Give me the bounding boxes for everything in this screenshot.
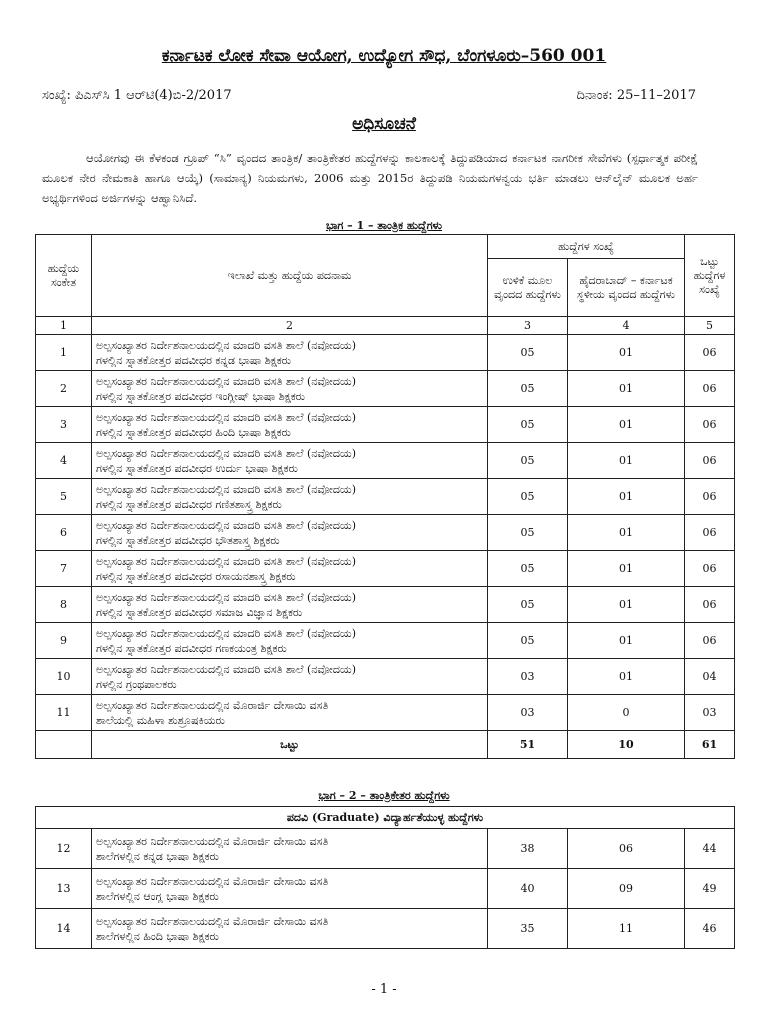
table-row xyxy=(36,623,735,659)
post-description xyxy=(92,443,488,479)
table-row xyxy=(36,909,735,949)
table-row xyxy=(36,551,735,587)
table-row xyxy=(36,371,735,407)
post-description-line: ಅಲ್ಪಸಂಖ್ಯಾತರ ನಿರ್ದೇಶನಾಲಯದಲ್ಲಿನ ಮೊರಾರ್ಜಿ ದೇಸಾಯಿ ವಸತಿ xyxy=(96,874,329,888)
post-code: 11 xyxy=(36,695,92,731)
hk-posts: 01 xyxy=(568,407,685,443)
residual-posts: 05 xyxy=(488,335,568,371)
post-description-line: ಅಲ್ಪಸಂಖ್ಯಾತರ ನಿರ್ದೇಶನಾಲಯದಲ್ಲಿನ ಮಾದರಿ ವಸತಿ ಶಾಲೆ (ನವೋದಯ) xyxy=(96,446,357,460)
document-title: ಕರ್ನಾಟಕ ಲೋಕ ಸೇವಾ ಆಯೋಗ, ಉದ್ಯೋಗ ಸೌಧ, ಬೆಂಗಳೂರು–560 001 xyxy=(161,46,607,66)
part2-heading: ಭಾಗ – 2 – ತಾಂತ್ರಿಕೇತರ ಹುದ್ದೆಗಳು xyxy=(318,789,450,802)
post-code: 2 xyxy=(36,371,92,407)
table-row xyxy=(36,659,735,695)
hk-posts: 01 xyxy=(568,371,685,407)
post-description xyxy=(92,909,488,949)
col-number: 2 xyxy=(92,317,488,335)
post-description-line: ಗಳಲ್ಲಿನ ಸ್ನಾತಕೋತ್ತರ ಪದವೀಧರ ಉರ್ದು ಭಾಷಾ ಶಿಕ್ಷಕರು xyxy=(96,461,298,475)
hk-posts: 01 xyxy=(568,623,685,659)
residual-posts: 05 xyxy=(488,515,568,551)
totals-residual: 51 xyxy=(488,731,568,759)
total-posts: 06 xyxy=(685,587,735,623)
col-number: 1 xyxy=(36,317,92,335)
post-description-line: ಶಾಲೆಯಲ್ಲಿ ಮಹಿಳಾ ಶುಶ್ರೂಷಕಿಯರು xyxy=(96,713,225,727)
col-number: 5 xyxy=(685,317,735,335)
col-header-dept: ಇಲಾಖೆ ಮತ್ತು ಹುದ್ದೆಯ ಪದನಾಮ xyxy=(92,235,488,317)
post-code: 1 xyxy=(36,335,92,371)
non-technical-posts-table xyxy=(35,806,735,949)
total-posts: 06 xyxy=(685,551,735,587)
post-code: 9 xyxy=(36,623,92,659)
post-description-line: ಗಳಲ್ಲಿನ ಸ್ನಾತಕೋತ್ತರ ಪದವೀಧರ ಭೌತಶಾಸ್ತ್ರ ಶಿಕ್ಷಕರು xyxy=(96,533,280,547)
post-description-line: ಅಲ್ಪಸಂಖ್ಯಾತರ ನಿರ್ದೇಶನಾಲಯದಲ್ಲಿನ ಮಾದರಿ ವಸತಿ ಶಾಲೆ (ನವೋದಯ) xyxy=(96,482,357,496)
residual-posts: 05 xyxy=(488,551,568,587)
table-row xyxy=(36,479,735,515)
totals-label: ಒಟ್ಟು xyxy=(92,731,488,759)
residual-posts: 05 xyxy=(488,623,568,659)
post-description xyxy=(92,479,488,515)
col-number: 4 xyxy=(568,317,685,335)
post-description xyxy=(92,407,488,443)
totals-total: 61 xyxy=(685,731,735,759)
post-description xyxy=(92,659,488,695)
technical-posts-table xyxy=(35,234,735,759)
post-description-line: ಗಳಲ್ಲಿನ ಸ್ನಾತಕೋತ್ತರ ಪದವೀಧರ ಇಂಗ್ಲೀಷ್ ಭಾಷಾ ಶಿಕ್ಷಕರು xyxy=(96,389,305,403)
col-header-residual: ಉಳಿಕೆ ಮೂಲ ವೃಂದದ ಹುದ್ದೆಗಳು xyxy=(488,259,568,317)
post-code: 12 xyxy=(36,829,92,869)
residual-posts: 40 xyxy=(488,869,568,909)
post-code: 10 xyxy=(36,659,92,695)
post-description-line: ಅಲ್ಪಸಂಖ್ಯಾತರ ನಿರ್ದೇಶನಾಲಯದಲ್ಲಿನ ಮೊರಾರ್ಜಿ ದೇಸಾಯಿ ವಸತಿ xyxy=(96,914,329,928)
post-code: 7 xyxy=(36,551,92,587)
table-row xyxy=(36,515,735,551)
post-description-line: ಗಳಲ್ಲಿನ ಸ್ನಾತಕೋತ್ತರ ಪದವೀಧರ ಸಮಾಜ ವಿಜ್ಞಾನ ಶಿಕ್ಷಕರು xyxy=(96,605,303,619)
hk-posts: 0 xyxy=(568,695,685,731)
totals-hk: 10 xyxy=(568,731,685,759)
total-posts: 44 xyxy=(685,829,735,869)
totals-row xyxy=(36,731,735,759)
post-description-line: ಗಳಲ್ಲಿನ ಗ್ರಂಥಪಾಲಕರು xyxy=(96,677,177,691)
hk-posts: 11 xyxy=(568,909,685,949)
post-description-line: ಅಲ್ಪಸಂಖ್ಯಾತರ ನಿರ್ದೇಶನಾಲಯದಲ್ಲಿನ ಮಾದರಿ ವಸತಿ ಶಾಲೆ (ನವೋದಯ) xyxy=(96,374,357,388)
residual-posts: 03 xyxy=(488,659,568,695)
hk-posts: 01 xyxy=(568,443,685,479)
part2-rows xyxy=(36,829,735,949)
part2-subheading: ಪದವಿ (Graduate) ವಿದ್ಯಾರ್ಹತೆಯುಳ್ಳ ಹುದ್ದೆಗಳು xyxy=(36,807,735,829)
post-description-line: ಅಲ್ಪಸಂಖ್ಯಾತರ ನಿರ್ದೇಶನಾಲಯದಲ್ಲಿನ ಮಾದರಿ ವಸತಿ ಶಾಲೆ (ನವೋದಯ) xyxy=(96,338,357,352)
post-description-line: ಅಲ್ಪಸಂಖ್ಯಾತರ ನಿರ್ದೇಶನಾಲಯದಲ್ಲಿನ ಮಾದರಿ ವಸತಿ ಶಾಲೆ (ನವೋದಯ) xyxy=(96,626,357,640)
residual-posts: 05 xyxy=(488,371,568,407)
notice-heading: ಅಧಿಸೂಚನೆ xyxy=(352,114,416,134)
col-number: 3 xyxy=(488,317,568,335)
post-description-line: ಶಾಲೆಗಳಲ್ಲಿನ ಕನ್ನಡ ಭಾಷಾ ಶಿಕ್ಷಕರು xyxy=(96,849,219,863)
post-description-line: ಅಲ್ಪಸಂಖ್ಯಾತರ ನಿರ್ದೇಶನಾಲಯದಲ್ಲಿನ ಮೊರಾರ್ಜಿ ದೇಸಾಯಿ ವಸತಿ xyxy=(96,698,329,712)
post-description-line: ಅಲ್ಪಸಂಖ್ಯಾತರ ನಿರ್ದೇಶನಾಲಯದಲ್ಲಿನ ಮಾದರಿ ವಸತಿ ಶಾಲೆ (ನವೋದಯ) xyxy=(96,518,357,532)
table-row xyxy=(36,587,735,623)
post-description-line: ಗಳಲ್ಲಿನ ಸ್ನಾತಕೋತ್ತರ ಪದವೀಧರ ಗಣಕಯಂತ್ರ ಶಿಕ್ಷಕರು xyxy=(96,641,287,655)
reference-line xyxy=(42,88,696,103)
post-description xyxy=(92,335,488,371)
post-description-line: ಗಳಲ್ಲಿನ ಸ್ನಾತಕೋತ್ತರ ಪದವೀಧರ ಹಿಂದಿ ಭಾಷಾ ಶಿಕ್ಷಕರು xyxy=(96,425,291,439)
table-row xyxy=(36,829,735,869)
post-code: 3 xyxy=(36,407,92,443)
notice-date: ದಿನಾಂಕ: 25–11–2017 xyxy=(576,88,696,103)
post-description xyxy=(92,695,488,731)
post-description-line: ಶಾಲೆಗಳಲ್ಲಿನ ಆಂಗ್ಲ ಭಾಷಾ ಶಿಕ್ಷಕರು xyxy=(96,889,219,903)
post-code: 8 xyxy=(36,587,92,623)
reference-number: ಸಂಖ್ಯೆ: ಪಿಎಸ್‌ಸಿ 1 ಆರ್‌ಟಿ(4)ಬಿ-2/2017 xyxy=(42,88,232,103)
table-row xyxy=(36,443,735,479)
post-code: 6 xyxy=(36,515,92,551)
part1-heading: ಭಾಗ – 1 – ತಾಂತ್ರಿಕ ಹುದ್ದೆಗಳು xyxy=(325,219,443,232)
residual-posts: 05 xyxy=(488,443,568,479)
col-header-posts: ಹುದ್ದೆಗಳ ಸಂಖ್ಯೆ xyxy=(488,235,685,259)
post-description xyxy=(92,371,488,407)
table-row xyxy=(36,407,735,443)
total-posts: 06 xyxy=(685,515,735,551)
table-row xyxy=(36,335,735,371)
total-posts: 06 xyxy=(685,407,735,443)
hk-posts: 01 xyxy=(568,659,685,695)
post-description-line: ಅಲ್ಪಸಂಖ್ಯಾತರ ನಿರ್ದೇಶನಾಲಯದಲ್ಲಿನ ಮಾದರಿ ವಸತಿ ಶಾಲೆ (ನವೋದಯ) xyxy=(96,662,357,676)
part1-rows xyxy=(36,335,735,731)
post-description-line: ಅಲ್ಪಸಂಖ್ಯಾತರ ನಿರ್ದೇಶನಾಲಯದಲ್ಲಿನ ಮಾದರಿ ವಸತಿ ಶಾಲೆ (ನವೋದಯ) xyxy=(96,554,357,568)
table-row xyxy=(36,869,735,909)
total-posts: 06 xyxy=(685,623,735,659)
total-posts: 06 xyxy=(685,335,735,371)
hk-posts: 01 xyxy=(568,335,685,371)
total-posts: 46 xyxy=(685,909,735,949)
post-description xyxy=(92,551,488,587)
post-description-line: ಗಳಲ್ಲಿನ ಸ್ನಾತಕೋತ್ತರ ಪದವೀಧರ ಗಣಿತಶಾಸ್ತ್ರ ಶಿಕ್ಷಕರು xyxy=(96,497,282,511)
col-header-total: ಒಟ್ಟು ಹುದ್ದೆಗಳ ಸಂಖ್ಯೆ xyxy=(685,235,735,317)
post-description-line: ಅಲ್ಪಸಂಖ್ಯಾತರ ನಿರ್ದೇಶನಾಲಯದಲ್ಲಿನ ಮಾದರಿ ವಸತಿ ಶಾಲೆ (ನವೋದಯ) xyxy=(96,410,357,424)
post-code: 13 xyxy=(36,869,92,909)
total-posts: 49 xyxy=(685,869,735,909)
hk-posts: 01 xyxy=(568,551,685,587)
residual-posts: 05 xyxy=(488,479,568,515)
total-posts: 04 xyxy=(685,659,735,695)
hk-posts: 06 xyxy=(568,829,685,869)
post-description-line: ಅಲ್ಪಸಂಖ್ಯಾತರ ನಿರ್ದೇಶನಾಲಯದಲ್ಲಿನ ಮಾದರಿ ವಸತಿ ಶಾಲೆ (ನವೋದಯ) xyxy=(96,590,357,604)
post-description xyxy=(92,587,488,623)
residual-posts: 03 xyxy=(488,695,568,731)
residual-posts: 05 xyxy=(488,407,568,443)
total-posts: 06 xyxy=(685,443,735,479)
residual-posts: 38 xyxy=(488,829,568,869)
post-code: 4 xyxy=(36,443,92,479)
post-description-line: ಗಳಲ್ಲಿನ ಸ್ನಾತಕೋತ್ತರ ಪದವೀಧರ ರಸಾಯನಶಾಸ್ತ್ರ ಶಿಕ್ಷಕರು xyxy=(96,569,296,583)
post-description xyxy=(92,829,488,869)
post-code: 14 xyxy=(36,909,92,949)
post-description-line: ಗಳಲ್ಲಿನ ಸ್ನಾತಕೋತ್ತರ ಪದವೀಧರ ಕನ್ನಡ ಭಾಷಾ ಶಿಕ್ಷಕರು xyxy=(96,353,291,367)
total-posts: 06 xyxy=(685,371,735,407)
intro-text: ಆಯೋಗವು ಈ ಕೆಳಕಂಡ ಗ್ರೂಪ್ “ಸಿ” ವೃಂದದ ತಾಂತ್ರಿಕ/ ತಾಂತ್ರಿಕೇತರ ಹುದ್ದೆಗಳನ್ನು ಕಾಲಕಾಲಕ್ಕೆ ತಿದ್ದುಪಡಿಯಾದ ಕರ್ನಾಟಕ ನಾಗರೀಕ ಸೇವೆಗಳು (ಸ್ಪರ್ಧಾತ್ಮಕ ಪರೀಕ್ಷೆ ಮೂಲಕ ನೇರ ನೇಮಕಾತಿ ಹಾಗೂ ಆಯ್ಕೆ) (ಸಾಮಾನ್ಯ) ನಿಯಮಗಳು, 2006 ಮತ್ತು 2015ರ ತಿದ್ದುಪಡಿ ನಿಯಮಗಳನ್ವಯ ಭರ್ತಿ ಮಾಡಲು ಆನ್‌ಲೈನ್ ಮೂಲಕ ಅರ್ಹ ಅಭ್ಯರ್ಥಿಗಳಿಂದ ಅರ್ಜಿಗಳನ್ನು ಆಹ್ವಾನಿಸಿದೆ. xyxy=(42,151,698,205)
post-description xyxy=(92,515,488,551)
total-posts: 03 xyxy=(685,695,735,731)
col-header-hk: ಹೈದರಾಬಾದ್ – ಕರ್ನಾಟಕ ಸ್ಥಳೀಯ ವೃಂದದ ಹುದ್ದೆಗಳು xyxy=(568,259,685,317)
hk-posts: 01 xyxy=(568,587,685,623)
total-posts: 06 xyxy=(685,479,735,515)
hk-posts: 01 xyxy=(568,515,685,551)
post-description-line: ಶಾಲೆಗಳಲ್ಲಿನ ಹಿಂದಿ ಭಾಷಾ ಶಿಕ್ಷಕರು xyxy=(96,929,219,943)
hk-posts: 09 xyxy=(568,869,685,909)
residual-posts: 05 xyxy=(488,587,568,623)
post-code: 5 xyxy=(36,479,92,515)
residual-posts: 35 xyxy=(488,909,568,949)
col-header-code: ಹುದ್ದೆಯ ಸಂಕೇತ xyxy=(36,235,92,317)
table-row xyxy=(36,695,735,731)
intro-paragraph xyxy=(42,148,698,208)
hk-posts: 01 xyxy=(568,479,685,515)
post-description-line: ಅಲ್ಪಸಂಖ್ಯಾತರ ನಿರ್ದೇಶನಾಲಯದಲ್ಲಿನ ಮೊರಾರ್ಜಿ ದೇಸಾಯಿ ವಸತಿ xyxy=(96,834,329,848)
post-description xyxy=(92,623,488,659)
page-number: - 1 - xyxy=(371,982,397,997)
post-description xyxy=(92,869,488,909)
